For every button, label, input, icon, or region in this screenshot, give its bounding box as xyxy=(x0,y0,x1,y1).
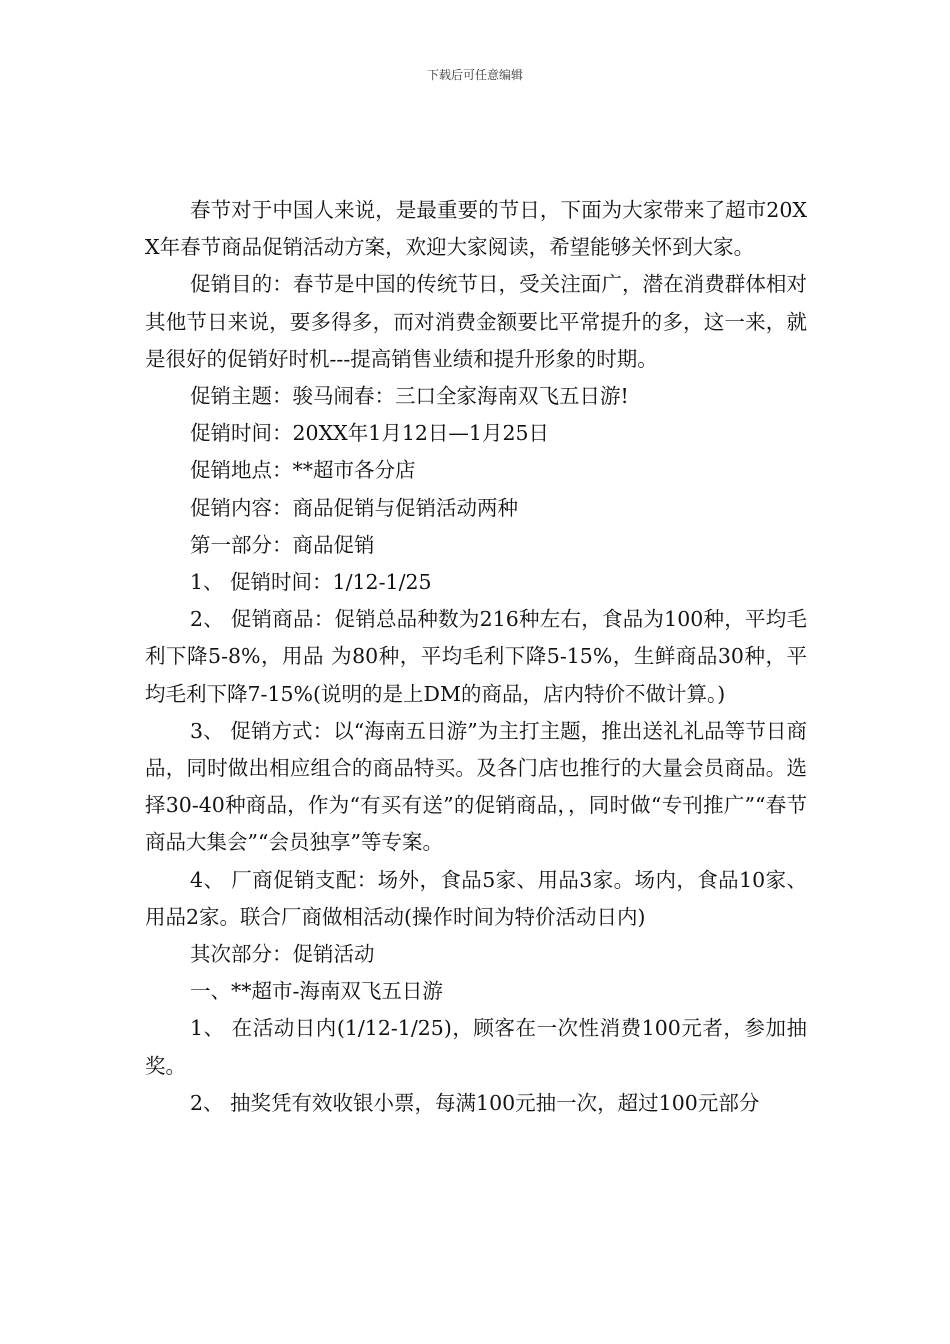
paragraph-time: 促销时间：20XX年1月12日—1月25日 xyxy=(190,421,550,446)
page-header: 下载后可任意编辑 xyxy=(426,68,523,82)
paragraph-theme: 促销主题：骏马闹春：三口全家海南双飞五日游! xyxy=(190,384,629,409)
paragraph-part-two: 其次部分：促销活动 xyxy=(190,942,375,967)
paragraph-section-one: 一、**超市-海南双飞五日游 xyxy=(190,979,443,1004)
paragraph-activity-2: 2、 抽奖凭有效收银小票，每满100元抽一次，超过100元部分 xyxy=(190,1090,760,1115)
paragraph-purpose: 促销目的：春节是中国的传统节日，受关注面广，潜在消费群体相对其他节日来说，要多得多，而对消费金额要比平常提升的多，这一来，就是很好的促销好时机---提高销售业绩和提升形象的时期。 xyxy=(145,272,807,371)
paragraph-item-4: 4、 厂商促销支配：场外，食品5家、用品3家。场内，食品10家、用品2家。联合厂商做相活动(操作时间为特价活动日内) xyxy=(145,867,807,929)
paragraph-item-2: 2、 促销商品：促销总品种数为216种左右，食品为100种，平均毛利下降5-8%，用品 为80种，平均毛利下降5-15%，生鲜商品30种，平均毛利下降7-15%(说明的是上DM的商品，店内特价不做计算。) xyxy=(145,607,807,706)
paragraph-part-one: 第一部分：商品促销 xyxy=(190,532,375,557)
paragraph-intro: 春节对于中国人来说，是最重要的节日，下面为大家带来了超市20XX年春节商品促销活动方案，欢迎大家阅读，希望能够关怀到大家。 xyxy=(145,198,807,260)
paragraph-content: 促销内容：商品促销与促销活动两种 xyxy=(190,495,518,520)
paragraph-location: 促销地点：**超市各分店 xyxy=(190,458,416,483)
paragraph-item-3: 3、 促销方式：以“海南五日游”为主打主题，推出送礼礼品等节日商品，同时做出相应组合的商品特买。及各门店也推行的大量会员商品。选择30-40种商品，作为“有买有送”的促销商品，，同时做“专刊推广”“春节商品大集会”“会员独享”等专案。 xyxy=(145,718,807,855)
paragraph-activity-1: 1、 在活动日内(1/12-1/25)，顾客在一次性消费100元者，参加抽奖。 xyxy=(145,1016,807,1078)
paragraph-item-1: 1、 促销时间：1/12-1/25 xyxy=(190,570,432,595)
document-body xyxy=(145,192,807,1122)
